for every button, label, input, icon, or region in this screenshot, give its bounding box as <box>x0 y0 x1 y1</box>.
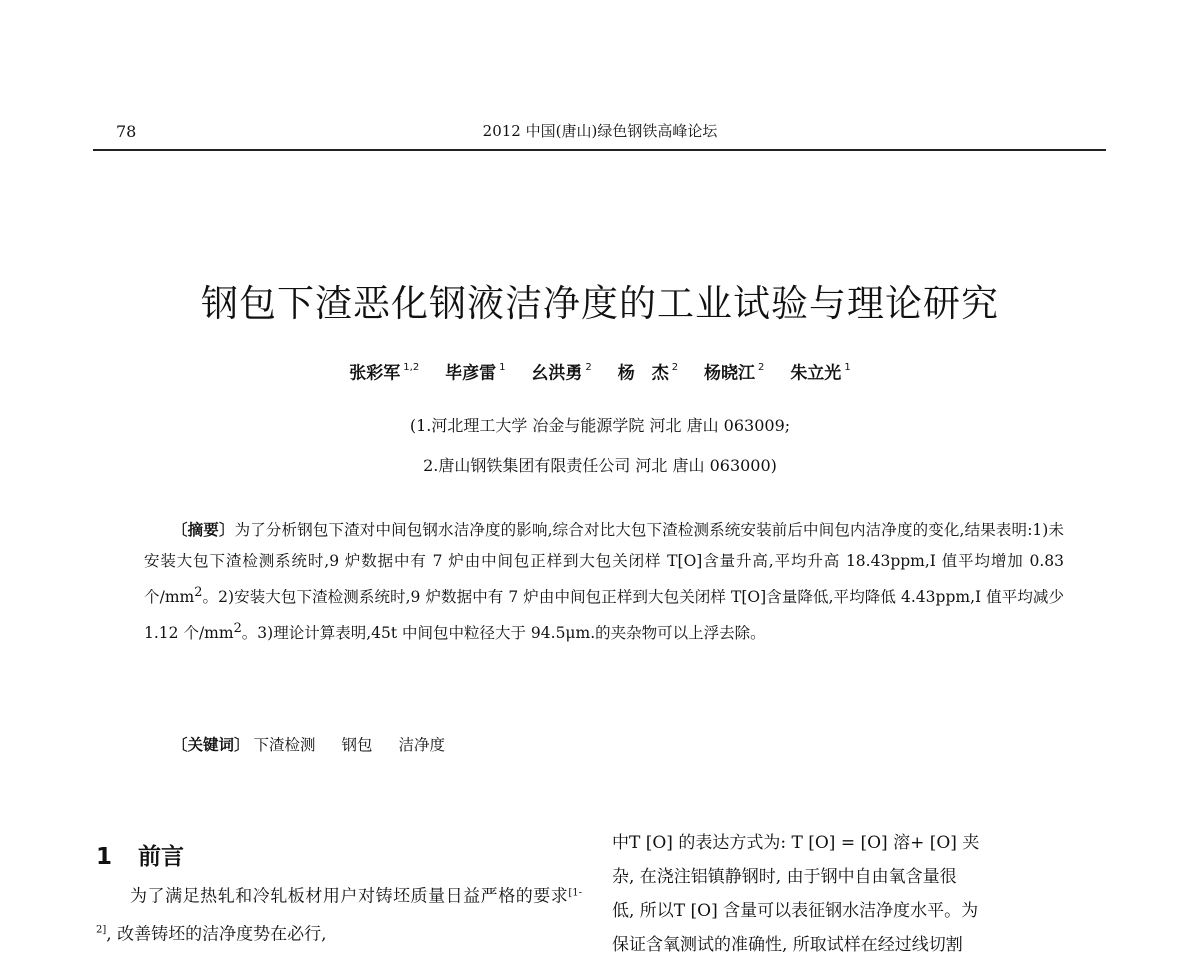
abstract-superscript-1: 2 <box>194 585 203 600</box>
right-column-text <box>612 826 1106 962</box>
abstract-text-2: 。2)安装大包下渣检测系统时,9 炉数据中有 7 炉由中间包正样到大包关闭样 T[O]含量降低,平均降低 4.43ppm,I 值平均减少 1.12 个/mm <box>144 588 1064 643</box>
author-name: 张彩军 <box>349 363 401 384</box>
body-line: 低, 所以T [O] 含量可以表征钢水洁净度水平。为 <box>612 901 979 921</box>
running-title: 2012 中国(唐山)绿色钢铁高峰论坛 <box>482 122 718 140</box>
body-paragraph <box>96 876 582 951</box>
page-number: 78 <box>116 122 137 141</box>
keywords <box>172 733 467 757</box>
author-affiliation-mark: 2 <box>758 362 765 373</box>
author-name: 毕彦雷 <box>445 363 497 384</box>
author <box>349 358 419 386</box>
keyword-term: 钢包 <box>341 736 373 754</box>
author <box>531 358 591 386</box>
affiliation-line-2: 2.唐山钢铁集团有限责任公司 河北 唐山 063000) <box>423 456 777 475</box>
abstract-paragraph <box>144 515 1064 649</box>
header-rule <box>93 149 1106 151</box>
author-affiliation-mark: 1 <box>844 362 851 373</box>
author <box>790 358 850 386</box>
section-title: 前言 <box>138 844 185 870</box>
body-line: 杂, 在浇注铝镇静钢时, 由于钢中自由氧含量很 <box>612 867 957 887</box>
left-column-text <box>96 876 582 951</box>
author-list <box>0 358 1200 386</box>
author-name: 朱立光 <box>790 363 842 384</box>
author <box>704 358 764 386</box>
author-name: 幺洪勇 <box>531 363 583 384</box>
paper-title: 钢包下渣恶化钢液洁净度的工业试验与理论研究 <box>201 282 999 325</box>
author-affiliation-mark: 2 <box>585 362 592 373</box>
affiliation-line-1: (1.河北理工大学 冶金与能源学院 河北 唐山 063009; <box>409 416 791 435</box>
author-affiliation-mark: 2 <box>671 362 679 373</box>
keywords-label: 〔关键词〕 <box>172 736 250 754</box>
abstract-text-3: 。3)理论计算表明,45t 中间包中粒径大于 94.5μm.的夹杂物可以上浮去除。 <box>241 624 766 643</box>
abstract <box>144 515 1064 649</box>
section-number: 1 <box>96 844 113 870</box>
author <box>445 358 505 386</box>
author-affiliation-mark: 1,2 <box>403 362 420 373</box>
author-name: 杨晓江 <box>704 363 756 384</box>
body-text: 为了满足热轧和冷轧板材用户对铸坯质量日益严格的要求 <box>130 886 569 907</box>
body-text: , 改善铸坯的洁净度势在必行, <box>106 924 327 945</box>
section-heading <box>96 842 184 872</box>
abstract-label: 〔摘要〕 <box>172 521 235 539</box>
keyword-term: 洁净度 <box>398 736 446 754</box>
author-name: 杨 杰 <box>617 363 669 384</box>
citation-mark: [1-2] <box>96 887 582 936</box>
author <box>618 358 678 386</box>
author-affiliation-mark: 1 <box>499 362 506 373</box>
body-line: 保证含氧测试的准确性, 所取试样在经过线切割 <box>612 935 963 955</box>
body-line: 中T [O] 的表达方式为: T [O] = [O] 溶+ [O] 夹 <box>612 833 980 853</box>
abstract-superscript-2: 2 <box>233 621 242 637</box>
abstract-text-1: 为了分析钢包下渣对中间包钢水洁净度的影响,综合对比大包下渣检测系统安装前后中间包内洁净度的变化,结果表明:1)未安装大包下渣检测系统时,9 炉数据中有 7 炉由中间包正样到大包关闭样 T[O]含量升高,平均升高 18.43ppm,I 值平均增加 0.83 个/mm <box>144 521 1064 607</box>
keyword-term: 下渣检测 <box>253 736 316 754</box>
